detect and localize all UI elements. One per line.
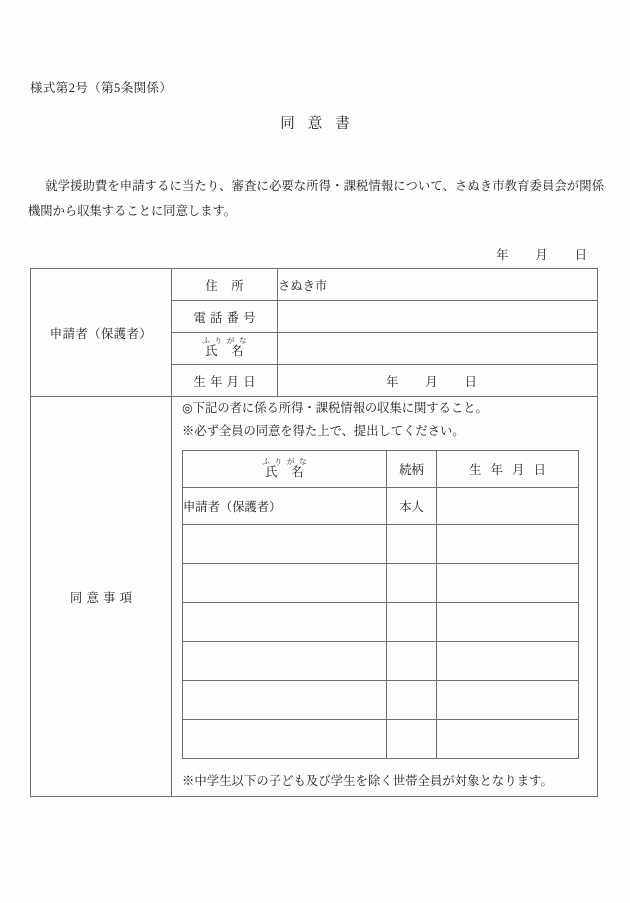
member-birthdate-cell[interactable]	[437, 564, 579, 603]
main-form-table	[30, 268, 598, 797]
member-name-cell[interactable]	[183, 681, 387, 720]
members-relation-header: 続柄	[387, 451, 437, 488]
member-birthdate-cell[interactable]	[437, 681, 579, 720]
page-title: 同意書	[280, 116, 363, 132]
member-relation-cell[interactable]	[387, 525, 437, 564]
birthdate-input[interactable]	[278, 365, 598, 397]
consent-note-1: ◎下記の者に係る所得・課税情報の収集に関すること。	[182, 401, 488, 415]
member-relation-cell[interactable]	[387, 681, 437, 720]
table-row	[31, 397, 598, 797]
table-row	[183, 642, 579, 681]
name-label-cell	[172, 333, 278, 365]
date-line	[496, 245, 588, 263]
address-label: 住所	[172, 269, 278, 301]
member-name-cell[interactable]	[183, 564, 387, 603]
form-number: 様式第2号（第5条関係）	[30, 81, 173, 95]
birthdate-month-label: 月	[425, 374, 439, 389]
household-members-table	[182, 450, 579, 759]
members-name-label: 氏名	[265, 465, 318, 480]
birthdate-ymd-markers	[278, 372, 478, 390]
birthdate-day-label: 日	[464, 374, 478, 389]
table-row	[183, 488, 579, 525]
table-row	[183, 525, 579, 564]
address-input[interactable]: さぬき市	[278, 269, 598, 301]
member-relation-cell[interactable]	[387, 642, 437, 681]
member-birthdate-cell[interactable]	[437, 603, 579, 642]
table-row	[183, 564, 579, 603]
member-relation-cell[interactable]	[387, 603, 437, 642]
member-relation-cell[interactable]: 本人	[387, 488, 437, 525]
name-input[interactable]	[278, 333, 598, 365]
applicant-section-label: 申請者（保護者）	[31, 269, 172, 397]
name-label: 氏名	[205, 344, 258, 359]
date-year-label: 年	[496, 248, 510, 262]
member-birthdate-cell[interactable]	[437, 720, 579, 759]
member-name-cell[interactable]	[183, 525, 387, 564]
household-scope-note: ※中学生以下の子ども及び学生を除く世帯全員が対象となります。	[182, 774, 553, 789]
table-row	[183, 681, 579, 720]
phone-input[interactable]	[278, 301, 598, 333]
intro-paragraph: 就学援助費を申請するに当たり、審査に必要な所得・課税情報について、さぬき市教育委員会が関係機関から収集することに同意します。	[28, 179, 604, 218]
member-name-cell[interactable]: 申請者（保護者）	[183, 488, 387, 525]
member-relation-cell[interactable]	[387, 720, 437, 759]
consent-note-2: ※必ず全員の同意を得た上で、提出してください。	[182, 423, 465, 438]
table-header-row	[183, 451, 579, 488]
table-row	[31, 269, 598, 301]
date-month-label: 月	[535, 248, 549, 262]
member-birthdate-cell[interactable]	[437, 488, 579, 525]
table-row	[183, 603, 579, 642]
name-label-stack	[172, 334, 277, 362]
member-relation-cell[interactable]	[387, 564, 437, 603]
members-name-furigana-label: ふりがな	[262, 457, 312, 467]
members-name-label-stack	[183, 455, 386, 483]
consent-section-label: 同意事項	[31, 397, 172, 797]
members-birthdate-header: 生年月日	[437, 451, 579, 488]
birthdate-year-label: 年	[386, 374, 400, 389]
phone-label: 電話番号	[172, 301, 278, 333]
members-name-header-cell	[183, 451, 387, 488]
consent-section-body	[172, 397, 598, 797]
member-name-cell[interactable]	[183, 603, 387, 642]
table-row	[183, 720, 579, 759]
member-name-cell[interactable]	[183, 642, 387, 681]
name-furigana-label: ふりがな	[202, 336, 252, 346]
member-birthdate-cell[interactable]	[437, 525, 579, 564]
date-day-label: 日	[574, 248, 588, 262]
birthdate-label: 生年月日	[172, 365, 278, 397]
member-name-cell[interactable]	[183, 720, 387, 759]
member-birthdate-cell[interactable]	[437, 642, 579, 681]
